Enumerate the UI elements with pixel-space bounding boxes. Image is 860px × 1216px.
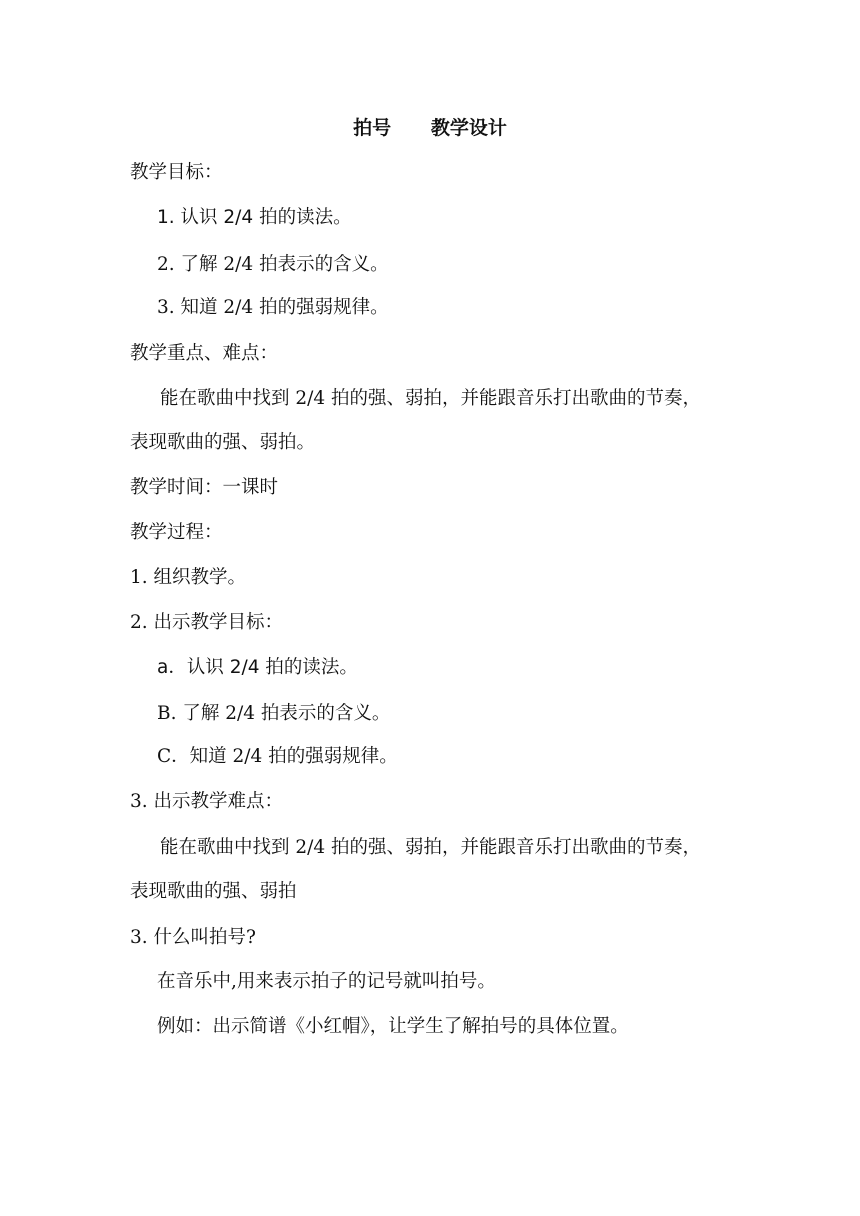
step-2-item-b: B. 了解 2/4 拍表示的含义。 xyxy=(157,703,391,724)
process-step-2: 2. 出示教学目标： xyxy=(130,612,284,633)
process-step-3: 3. 出示教学难点： xyxy=(130,791,284,812)
difficulty-paragraph-line-1: 能在歌曲中找到 2/4 拍的强、弱拍，并能跟音乐打出歌曲的节奏， xyxy=(160,837,702,858)
objectives-heading: 教学目标： xyxy=(130,162,223,183)
process-step-1: 1. 组织教学。 xyxy=(130,567,247,588)
objective-item-1: 1. 认识 2/4 拍的读法。 xyxy=(157,207,352,228)
definition-text: 在音乐中,用来表示拍子的记号就叫拍号。 xyxy=(157,971,496,992)
document-title: 拍号 教学设计 xyxy=(353,117,507,139)
key-points-paragraph-line-2: 表现歌曲的强、弱拍。 xyxy=(130,432,316,453)
step-2-item-c: C．知道 2/4 拍的强弱规律。 xyxy=(157,746,398,767)
step-2-item-a: a．认识 2/4 拍的读法。 xyxy=(157,657,358,678)
process-heading: 教学过程： xyxy=(130,522,223,543)
objective-item-3: 3. 知道 2/4 拍的强弱规律。 xyxy=(157,297,389,318)
difficulty-paragraph-line-2: 表现歌曲的强、弱拍 xyxy=(130,881,297,902)
process-step-4: 3. 什么叫拍号? xyxy=(130,927,256,948)
key-points-paragraph-line-1: 能在歌曲中找到 2/4 拍的强、弱拍，并能跟音乐打出歌曲的节奏， xyxy=(160,388,702,409)
objective-item-2: 2. 了解 2/4 拍表示的含义。 xyxy=(157,254,389,275)
key-points-heading: 教学重点、难点： xyxy=(130,343,279,364)
lesson-time: 教学时间：一课时 xyxy=(130,477,279,498)
example-text: 例如：出示简谱《小红帽》，让学生了解拍号的具体位置。 xyxy=(157,1016,629,1037)
